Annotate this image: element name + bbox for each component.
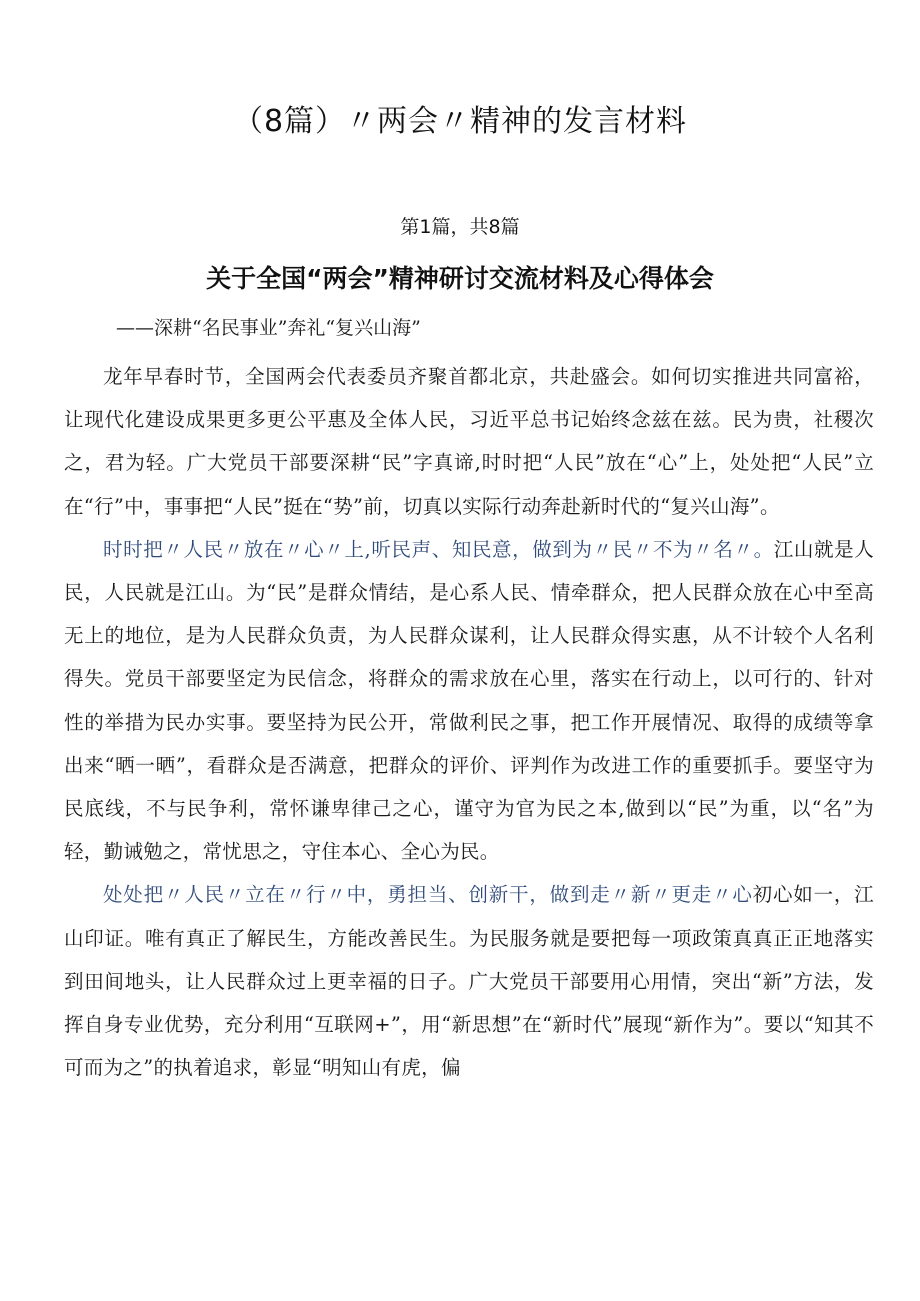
paragraph-heading: 时时把〃人民〃放在〃心〃上,听民声、知民意，做到为〃民〃不为〃名〃。 — [103, 537, 774, 561]
paragraph-2 — [64, 528, 874, 874]
paragraph-text: 初心如一，江山印证。唯有真正了解民生，方能改善民生。为民服务就是要把每一项政策真真正正地落实到田间地头，让人民群众过上更幸福的日子。广大党员干部要用心用情，突出“新”方法，发挥自身专业优势，充分利用“互联网+”，用“新思想”在“新时代”展现“新作为”。要以“知其不可而为之”的执着追求，彰显“明知山有虎，偏 — [64, 883, 874, 1080]
paragraph-heading: 处处把〃人民〃立在〃行〃中，勇担当、创新干，做到走〃新〃更走〃心 — [103, 883, 753, 907]
part-label: 第1篇，共8篇 — [400, 216, 520, 238]
article-subtitle: ——深耕“名民事业”奔礼“复兴山海” — [116, 317, 421, 339]
paragraph-1 — [64, 355, 874, 528]
paragraph-text: 江山就是人民，人民就是江山。为“民”是群众情结，是心系人民、情牵群众，把人民群众放在心中至高无上的地位，是为人民群众负责，为人民群众谋利，让人民群众得实惠，从不计较个人名利得失。党员干部要坚定为民信念，将群众的需求放在心里，落实在行动上，以可行的、针对性的举措为民办实事。要坚持为民公开，常做利民之事，把工作开展情况、取得的成绩等拿出来“晒一晒”，看群众是否满意，把群众的评价、评判作为改进工作的重要抓手。要坚守为民底线，不与民争利，常怀谦卑律己之心，谨守为官为民之本,做到以“民”为重，以“名”为轻，勤诫勉之，常忧思之，守住本心、全心为民。 — [64, 537, 874, 864]
paragraph-text: 龙年早春时节，全国两会代表委员齐聚首都北京，共赴盛会。如何切实推进共同富裕，让现代化建设成果更多更公平惠及全体人民，习近平总书记始终念兹在兹。民为贵，社稷次之，君为轻。广大党员干部要深耕“民”字真谛,时时把“人民”放在“心”上，处处把“人民”立在“行”中，事事把“人民”挺在“势”前，切真以实际行动奔赴新时代的“复兴山海”。 — [64, 365, 874, 518]
paragraph-3 — [64, 873, 874, 1089]
article-title: 关于全国“两会”精神研讨交流材料及心得体会 — [206, 264, 714, 293]
document-title: （8篇）〃两会〃精神的发言材料 — [232, 104, 688, 139]
article-body — [64, 355, 874, 1089]
